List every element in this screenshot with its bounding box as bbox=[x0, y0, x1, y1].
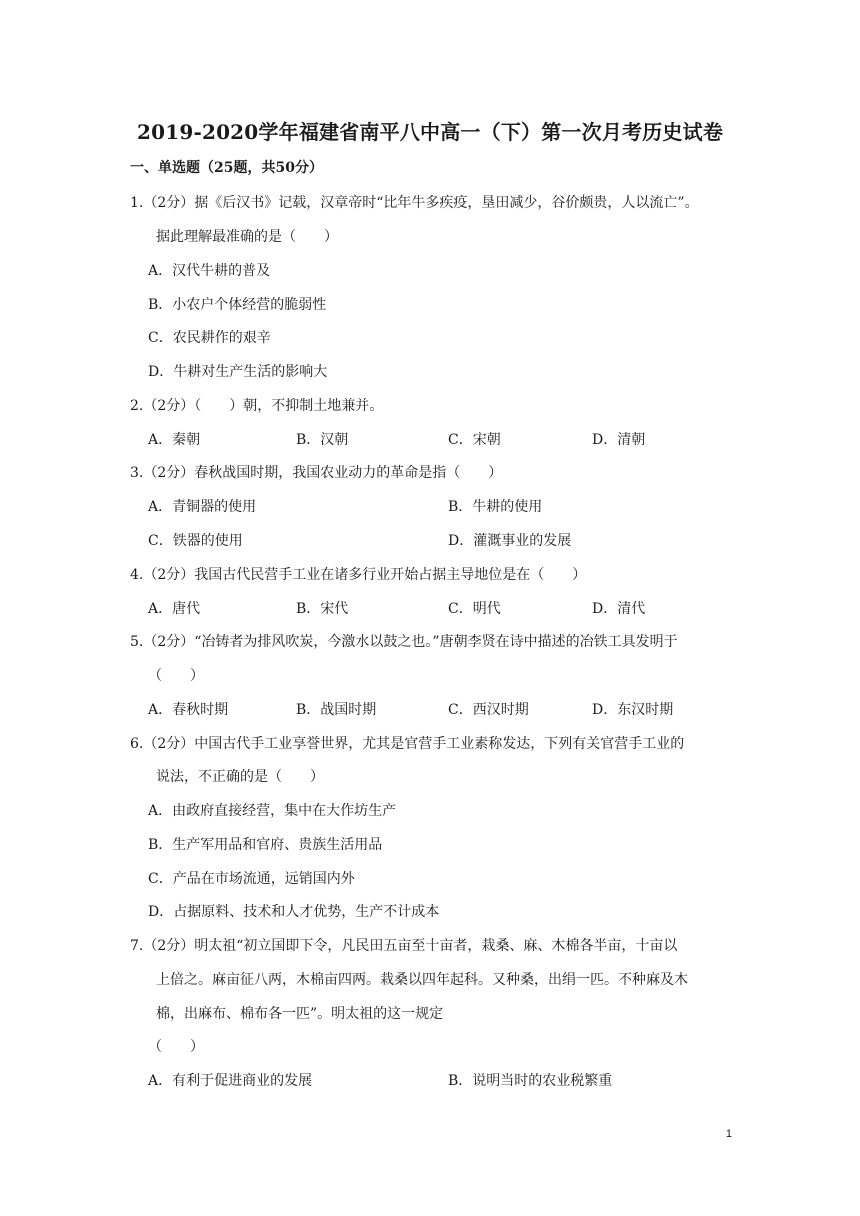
question-3-option-d: D．灌溉事业的发展 bbox=[448, 533, 572, 549]
question-6-option-d: D．占据原料、技术和人才优势，生产不计成本 bbox=[148, 904, 440, 920]
question-1-option-a: A．汉代牛耕的普及 bbox=[148, 263, 271, 279]
page-number: 1 bbox=[725, 1128, 732, 1140]
question-4-option-d: D．清代 bbox=[592, 601, 646, 617]
question-6-option-c: C．产品在市场流通，远销国内外 bbox=[148, 871, 355, 887]
question-1-option-d: D．牛耕对生产生活的影响大 bbox=[148, 364, 328, 380]
question-7-stem-cont-1: 上倍之。麻亩征八两，木棉亩四两。栽桑以四年起科。又种桑，出绢一匹。不种麻及木 bbox=[156, 972, 688, 988]
question-7-stem-cont-3: （ ） bbox=[148, 1039, 204, 1055]
question-3-option-a: A．青铜器的使用 bbox=[148, 499, 257, 515]
question-5-option-d: D．东汉时期 bbox=[592, 702, 674, 718]
question-5-option-a: A．春秋时期 bbox=[148, 702, 229, 718]
question-7-option-b: B．说明当时的农业税繁重 bbox=[448, 1073, 613, 1089]
question-1-option-c: C．农民耕作的艰辛 bbox=[148, 330, 271, 346]
question-6-stem-cont: 说法，不正确的是（ ） bbox=[156, 769, 324, 785]
question-1-option-b: B．小农户个体经营的脆弱性 bbox=[148, 297, 327, 313]
question-7-option-a: A．有利于促进商业的发展 bbox=[148, 1073, 313, 1089]
question-2-option-a: A．秦朝 bbox=[148, 432, 201, 448]
question-2-option-d: D．清朝 bbox=[592, 432, 646, 448]
question-4-option-a: A．唐代 bbox=[148, 601, 201, 617]
page-title: 2019-2020学年福建省南平八中高一（下）第一次月考历史试卷 bbox=[136, 120, 724, 144]
section-heading: 一、单选题（25题，共50分） bbox=[130, 160, 323, 176]
question-1-stem: 1.（2分）据《后汉书》记载，汉章帝时“比年牛多疾疫，垦田减少，谷价颇贵，人以流亡”。 bbox=[130, 195, 699, 211]
question-4-option-b: B．宋代 bbox=[296, 601, 349, 617]
question-4-stem: 4.（2分）我国古代民营手工业在诸多行业开始占据主导地位是在（ ） bbox=[130, 567, 587, 583]
question-4-option-c: C．明代 bbox=[448, 601, 501, 617]
question-1-stem-cont: 据此理解最准确的是（ ） bbox=[156, 229, 338, 245]
question-7-stem-cont-2: 棉，出麻布、棉布各一匹”。明太祖的这一规定 bbox=[156, 1006, 444, 1022]
question-6-option-a: A．由政府直接经营，集中在大作坊生产 bbox=[148, 803, 397, 819]
question-6-option-b: B．生产军用品和官府、贵族生活用品 bbox=[148, 837, 383, 853]
question-6-stem: 6.（2分）中国古代手工业享誉世界，尤其是官营手工业素称发达，下列有关官营手工业的 bbox=[130, 736, 685, 752]
question-5-option-c: C．西汉时期 bbox=[448, 702, 529, 718]
question-3-option-c: C．铁器的使用 bbox=[148, 533, 243, 549]
question-3-stem: 3.（2分）春秋战国时期，我国农业动力的革命是指（ ） bbox=[130, 465, 503, 481]
question-2-option-c: C．宋朝 bbox=[448, 432, 501, 448]
question-2-stem: 2.（2分）（ ）朝，不抑制土地兼并。 bbox=[130, 398, 384, 414]
question-5-option-b: B．战国时期 bbox=[296, 702, 377, 718]
question-5-stem: 5.（2分）“冶铸者为排风吹炭，今激水以鼓之也。”唐朝李贤在诗中描述的冶铁工具发明于 bbox=[130, 634, 678, 650]
question-7-stem: 7.（2分）明太祖“初立国即下令，凡民田五亩至十亩者，栽桑、麻、木棉各半亩，十亩以 bbox=[130, 938, 678, 954]
question-2-option-b: B．汉朝 bbox=[296, 432, 349, 448]
question-3-option-b: B．牛耕的使用 bbox=[448, 499, 543, 515]
question-5-stem-cont: （ ） bbox=[148, 668, 204, 684]
